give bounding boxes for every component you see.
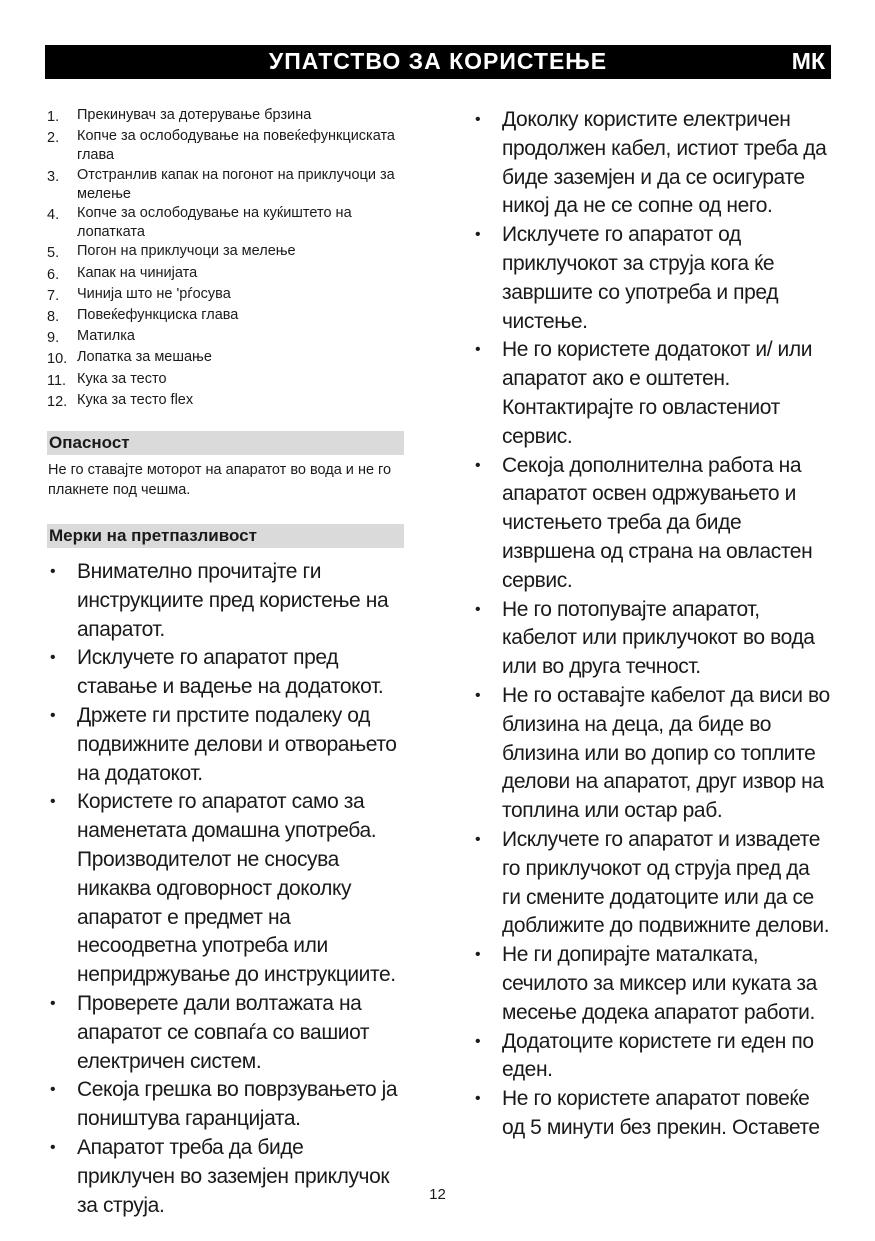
- language-code: МК: [791, 48, 825, 74]
- left-column: [47, 106, 404, 1220]
- part-item: [47, 166, 404, 204]
- precautions-heading: Мерки на претпазливост: [47, 524, 404, 548]
- part-text: Капак на чинијата: [77, 264, 198, 281]
- precaution-item: [472, 221, 832, 336]
- part-item: [47, 306, 404, 327]
- part-item: [47, 370, 404, 391]
- precaution-text: Проверете дали волтажата на апаратот се совпаѓа со вашиот електричен систем.: [77, 992, 370, 1073]
- precaution-text: Исклучете го апаратот и извадете го приклучокот од струја пред да ги смените додатоците или да се доближите до подвижните делови.: [502, 827, 830, 938]
- part-number: 4.: [47, 207, 60, 224]
- part-item: [47, 242, 404, 263]
- precaution-text: Внимателно прочитајте ги инструкциите пред користење на апаратот.: [77, 560, 389, 641]
- bullet-icon: •: [50, 707, 56, 725]
- precaution-item: [47, 1134, 404, 1220]
- header-bar: [45, 45, 831, 79]
- part-number: 2.: [47, 130, 60, 147]
- part-text: Повеќефункциска глава: [77, 307, 239, 324]
- bullet-icon: •: [50, 1138, 56, 1156]
- precaution-item: [47, 558, 404, 644]
- part-text: Прекинувач за дотерување брзина: [77, 107, 312, 123]
- danger-heading: Опасност: [47, 431, 404, 455]
- precaution-text: Не го потопувајте апаратот, кабелот или приклучокот во вода или во друга течност.: [502, 597, 815, 679]
- bullet-icon: •: [475, 341, 481, 359]
- part-text: Кука за тесто flex: [77, 391, 194, 408]
- precaution-item: [472, 682, 832, 826]
- part-text: Копче за ослободување на повеќефункциската глава: [77, 128, 395, 164]
- precaution-item: [47, 644, 404, 702]
- bullet-icon: •: [50, 1081, 56, 1099]
- bullet-icon: •: [475, 226, 481, 244]
- bullet-icon: •: [475, 686, 481, 704]
- danger-text: Не го ставајте моторот на апаратот во вода и не го плакнете под чешма.: [48, 462, 392, 498]
- part-text: Лопатка за мешање: [77, 349, 212, 366]
- part-number: 5.: [47, 245, 60, 262]
- part-item: [47, 127, 404, 165]
- right-column: [472, 106, 832, 1143]
- precaution-text: Исклучете го апаратот од приклучокот за струја кога ќе завршите со употреба и пред чистење.: [502, 223, 779, 333]
- part-text: Копче за ослободување на куќиштето на лопатката: [77, 205, 352, 241]
- part-item: [47, 106, 404, 127]
- precaution-text: Секоја дополнителна работа на апаратот освен одржувањето и чистењето треба да биде извршена од страна на овластен сервис.: [502, 453, 813, 592]
- precaution-item: [472, 336, 832, 451]
- precaution-text: Не го оставајте кабелот да виси во близина на деца, да биде во близина или во допир со топлите делови на апаратот, друг извор на топлина или остар раб.: [502, 683, 830, 823]
- bullet-icon: •: [50, 995, 56, 1012]
- precaution-item: [47, 1076, 404, 1134]
- part-item: [47, 264, 404, 285]
- precaution-item: [472, 106, 832, 221]
- part-number: 12.: [47, 393, 68, 410]
- part-text: Чинија што не 'рѓосува: [77, 285, 231, 302]
- part-number: 6.: [47, 266, 60, 283]
- precaution-text: Не ги допирајте маталката, сечилото за миксер или куката за месење додека апаратот работи.: [502, 943, 817, 1024]
- part-item: [47, 327, 404, 348]
- bullet-icon: •: [475, 111, 481, 128]
- part-item: [47, 391, 404, 412]
- precaution-item: [47, 702, 404, 788]
- bullet-icon: •: [475, 946, 481, 964]
- part-item: [47, 348, 404, 369]
- precaution-text: Држете ги прстите подалеку од подвижните делови и отворањето на додатокот.: [77, 704, 397, 785]
- precautions-list-right: [472, 106, 832, 1143]
- bullet-icon: •: [50, 649, 56, 667]
- precaution-item: [472, 1028, 832, 1086]
- precaution-item: [47, 788, 404, 990]
- precaution-text: Апаратот треба да биде приклучен во заземјен приклучок за струја.: [77, 1135, 390, 1217]
- precaution-item: [47, 990, 404, 1076]
- precaution-item: [472, 826, 832, 941]
- precaution-text: Не го користете додатокот и/ или апаратот ако е оштетен. Контактирајте го овластениот сервис.: [502, 338, 813, 448]
- bullet-icon: •: [475, 830, 481, 848]
- precaution-text: Додатоците користете ги еден по еден.: [502, 1029, 814, 1082]
- precaution-text: Не го користете апаратот повеќе од 5 минути без прекин. Оставете: [502, 1087, 820, 1139]
- precaution-text: Секоја грешка во поврзувањето ја поништува гаранцијата.: [77, 1078, 398, 1131]
- precaution-item: [472, 452, 832, 596]
- page-number: 12: [429, 1186, 446, 1203]
- part-number: 7.: [47, 287, 60, 304]
- part-number: 8.: [47, 309, 60, 326]
- precaution-text: Користете го апаратот само за наменетата домашна употреба. Производителот не сносува никаква одговорност доколку апаратот е предмет на несоодветна употреба или непридржување до инструкциите.: [77, 790, 396, 987]
- part-text: Отстранлив капак на погонот на приклучоци за мелење: [77, 166, 395, 202]
- precaution-item: [472, 596, 832, 682]
- part-number: 11.: [47, 372, 67, 389]
- bullet-icon: •: [50, 563, 56, 581]
- part-item: [47, 204, 404, 242]
- part-number: 3.: [47, 168, 60, 185]
- bullet-icon: •: [475, 600, 481, 618]
- bullet-icon: •: [475, 1090, 481, 1108]
- precaution-item: [472, 1085, 832, 1143]
- part-number: 9.: [47, 330, 60, 347]
- part-text: Погон на приклучоци за мелење: [77, 243, 296, 260]
- precaution-text: Исклучете го апаратот пред ставање и вадење на додатокот.: [77, 646, 384, 699]
- part-item: [47, 285, 404, 306]
- part-text: Матилка: [77, 328, 135, 345]
- part-number: 1.: [47, 109, 60, 125]
- precaution-item: [472, 941, 832, 1027]
- bullet-icon: •: [475, 456, 481, 474]
- bullet-icon: •: [475, 1032, 481, 1050]
- precautions-list-left: [47, 558, 404, 1220]
- part-text: Кука за тесто: [77, 370, 167, 387]
- parts-list: [47, 106, 404, 412]
- page-title: УПАТСТВО ЗА КОРИСТЕЊЕ: [268, 48, 608, 74]
- precaution-text: Доколку користите електричен продолжен кабел, истиот треба да биде заземјен и да се осигурате никој да не се сопне од него.: [502, 108, 827, 218]
- bullet-icon: •: [50, 793, 56, 811]
- part-number: 10.: [47, 351, 68, 368]
